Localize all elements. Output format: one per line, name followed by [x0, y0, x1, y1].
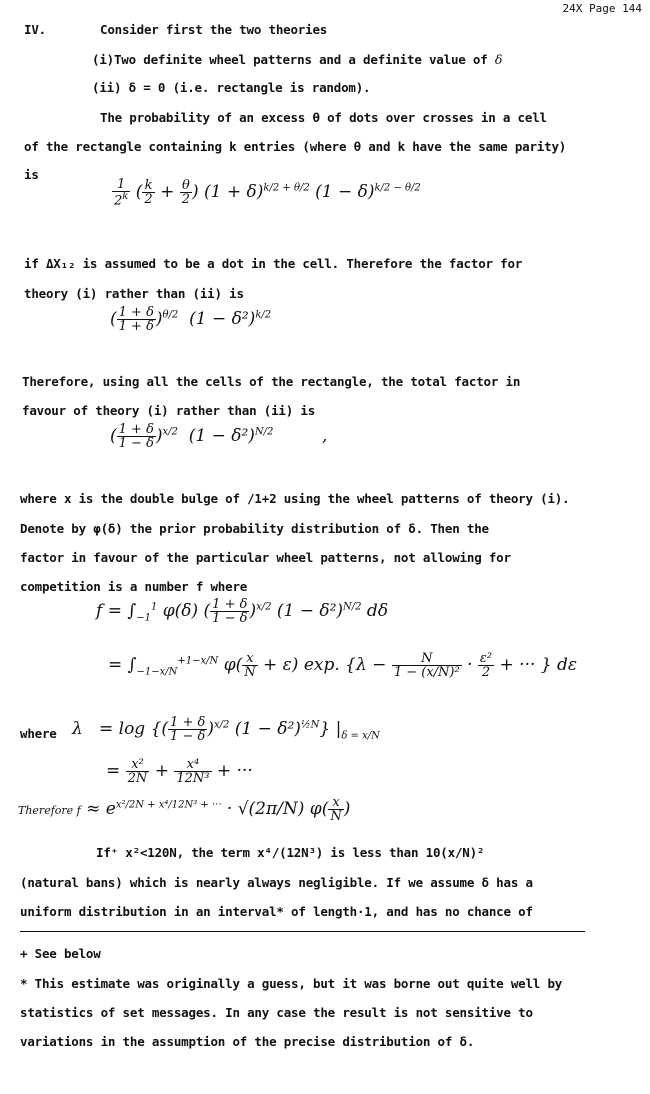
- text-line: Consider first the two theories: [100, 22, 328, 37]
- text-line: is: [24, 167, 39, 182]
- factor-formula-cell: ( $\frac{1 + \delta}{1 + \delta}$ )$^{\theta/2}$ $(1 - \delta^2)^{k/2}$: [110, 305, 272, 334]
- text-line: where x is the double bulge of /1+2 using the wheel patterns of theory (i).: [20, 491, 570, 506]
- f-expansion-formula: = $\int_{-1-x/N}^{+1-x/N}$ φ( $\frac{x}{N}$ + ε) exp. {λ − $\frac{N}{\text{1 − (x/N)²}}$ · $\frac{\text{ε²}}{2}$ + ··· } dε: [108, 651, 578, 680]
- footnote: variations in the assumption of the precise distribution of δ.: [20, 1034, 475, 1049]
- text-line: (i)Two definite wheel patterns and a definite value of δ: [92, 52, 503, 67]
- page-reference: 24X Page 144: [562, 2, 642, 15]
- text-line: where: [20, 726, 57, 741]
- text-line: (natural bans) which is nearly always negligible. If we assume δ has a: [20, 875, 533, 890]
- lambda-definition: λ = log {( $\frac{1 + \delta}{1 - \delta}$ )$^{x/2}$ $(1 - \delta^2)^{\frac{1}{2}N}$} $|_{\delta = x/N}$: [72, 715, 380, 744]
- f-approximation: Therefore $f \approx e^{x^2/2N + x^4/12N^3 + \cdot\cdot\cdot} \cdot √(2\pi/N)$ φ( $\frac{x}{N}$ ): [18, 795, 351, 824]
- footnote: + See below: [20, 946, 101, 961]
- text-line: of the rectangle containing k entries (where θ and k have the same parity): [24, 139, 567, 154]
- text-line: if ΔX₁₂ is assumed to be a dot in the cell. Therefore the factor for: [24, 256, 523, 271]
- section-number: IV.: [24, 22, 46, 37]
- text-line: Therefore, using all the cells of the rectangle, the total factor in: [22, 374, 521, 389]
- text-line: uniform distribution in an interval* of length·1, and has no chance of: [20, 904, 533, 919]
- text-line: Denote by φ(δ) the prior probability distribution of δ. Then the: [20, 521, 489, 536]
- text-line: (ii) δ = 0 (i.e. rectangle is random).: [92, 80, 371, 95]
- text-line: competition is a number f where: [20, 579, 248, 594]
- text-line: The probability of an excess θ of dots over crosses in a cell: [100, 110, 547, 125]
- footnote: * This estimate was originally a guess, but it was borne out quite well by: [20, 976, 563, 991]
- text-line: factor in favour of the particular wheel patterns, not allowing for: [20, 550, 511, 565]
- text-line: theory (i) rather than (ii) is: [24, 286, 244, 301]
- factor-formula-total: ( $\frac{1 + \delta}{1 - \delta}$ )$^{x/2}$ $(1 - \delta^2)^{N/2}$ ,: [110, 422, 328, 451]
- probability-formula: $\frac{1}{2^k}$ ( $\frac{k}{2}$ + $\frac{\theta}{2}$ ) $(1 + \delta)^{k/2 + \theta/2}$ $(1 - \delta)^{k/2 - \theta/2}$: [114, 177, 421, 209]
- lambda-series: = $\frac{\text{x²}}{2N}$ + $\frac{\text{x⁴}}{\text{12N³}}$ + ···: [106, 757, 253, 786]
- footnote: statistics of set messages. In any case the result is not sensitive to: [20, 1005, 533, 1020]
- f-integral-formula: $f = \int_{-1}^1$ φ(δ) ( $\frac{1 + \delta}{1 - \delta}$ )$^{x/2}$ $(1 - \delta^2)^{N/2}$ dδ: [96, 597, 389, 626]
- text-line: If⁺ x²<120N, the term x⁴/(12N³) is less than 10(x/N)²: [96, 845, 485, 860]
- text-line: favour of theory (i) rather than (ii) is: [22, 403, 316, 418]
- footnote-divider: [20, 931, 585, 932]
